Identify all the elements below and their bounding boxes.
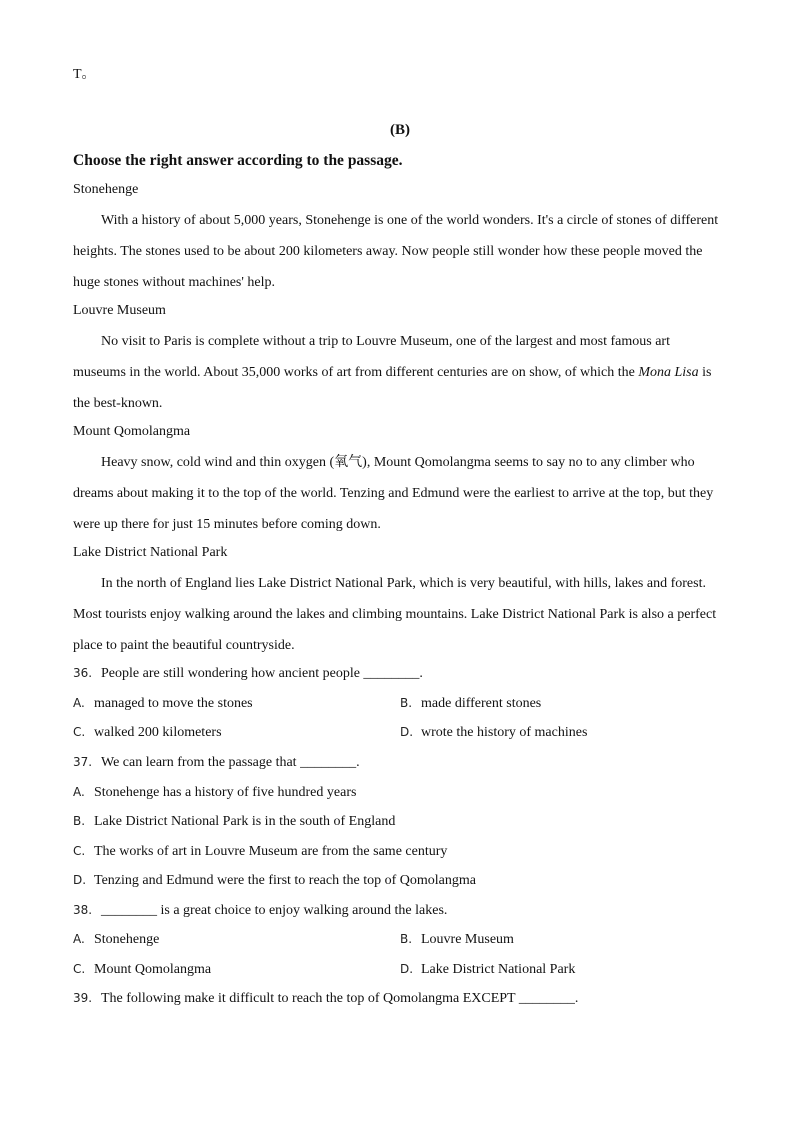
option-text: managed to move the stones xyxy=(94,696,253,711)
passage-title-louvre: Louvre Museum xyxy=(73,303,166,318)
option-text: wrote the history of machines xyxy=(421,725,588,740)
option-label: C. xyxy=(73,962,86,976)
question-text: ________ is a great choice to enjoy walking around the lakes. xyxy=(101,903,448,918)
question-36-option-b[interactable] xyxy=(400,696,541,712)
option-label: A. xyxy=(73,696,85,710)
question-38-option-b[interactable] xyxy=(400,932,514,948)
option-text: Mount Qomolangma xyxy=(94,962,212,977)
question-39-stem xyxy=(73,991,578,1007)
question-37-option-b[interactable] xyxy=(73,814,395,830)
question-number: 37. xyxy=(73,755,93,769)
question-38-option-c[interactable] xyxy=(73,962,211,978)
passage-title-lake-district: Lake District National Park xyxy=(73,545,228,560)
option-text: The works of art in Louvre Museum are from the same century xyxy=(94,844,448,859)
passage-text-qomolangma: Heavy snow, cold wind and thin oxygen (氧气), Mount Qomolangma seems to say no to any climber who dreams about making it to the top of the world. Tenzing and Edmund were the earliest to arrive at the top, but they were up there for just 15 minutes before coming down. xyxy=(73,455,714,532)
question-37-option-a[interactable] xyxy=(73,785,356,801)
passage-title-stonehenge: Stonehenge xyxy=(73,182,139,197)
option-text: made different stones xyxy=(421,696,542,711)
option-label: B. xyxy=(400,696,413,710)
option-label: B. xyxy=(400,932,413,946)
question-36-option-a[interactable] xyxy=(73,696,253,712)
question-36-option-d[interactable] xyxy=(400,725,587,741)
question-37-option-d[interactable] xyxy=(73,873,476,889)
question-38-stem xyxy=(73,903,447,919)
question-37-stem xyxy=(73,755,360,771)
question-number: 39. xyxy=(73,991,93,1005)
question-38-option-d[interactable] xyxy=(400,962,575,978)
option-text: Stonehenge has a history of five hundred years xyxy=(94,785,357,800)
option-label: A. xyxy=(73,785,85,799)
option-label: D. xyxy=(73,873,87,887)
option-label: C. xyxy=(73,725,86,739)
passage-text-stonehenge: With a history of about 5,000 years, Stonehenge is one of the world wonders. It's a circle of stones of different heights. The stones used to be about 200 kilometers away. Now people still wonder how these people moved the huge stones without machines' help. xyxy=(73,213,719,290)
option-text: Louvre Museum xyxy=(421,932,514,947)
section-label: (B) xyxy=(390,122,410,138)
option-label: D. xyxy=(400,725,414,739)
option-text: Lake District National Park is in the south of England xyxy=(94,814,396,829)
top-fragment: T。 xyxy=(73,67,96,82)
passage-text-lake-district: In the north of England lies Lake District National Park, which is very beautiful, with hills, lakes and forest. Most tourists enjoy walking around the lakes and climbing mountains. Lake District National Park is also a perfect place to paint the beautiful countryside. xyxy=(73,576,717,653)
passage-title-qomolangma: Mount Qomolangma xyxy=(73,424,191,439)
question-text: We can learn from the passage that ________. xyxy=(101,755,360,770)
question-37-option-c[interactable] xyxy=(73,844,447,860)
question-text: The following make it difficult to reach the top of Qomolangma EXCEPT ________. xyxy=(101,991,579,1006)
louvre-text-italic: Mona Lisa xyxy=(638,365,699,380)
question-number: 38. xyxy=(73,903,93,917)
louvre-text-part1: No visit to Paris is complete without a trip to Louvre Museum, one of the largest and most famous art museums in the world. About 35,000 works of art from different centuries are on show, of which the xyxy=(73,334,670,380)
option-text: Lake District National Park xyxy=(421,962,576,977)
question-36-stem xyxy=(73,666,423,682)
option-text: Stonehenge xyxy=(94,932,160,947)
option-label: A. xyxy=(73,932,85,946)
question-text: People are still wondering how ancient people ________. xyxy=(101,666,423,681)
question-number: 36. xyxy=(73,666,93,680)
question-36-option-c[interactable] xyxy=(73,725,222,741)
option-label: D. xyxy=(400,962,414,976)
option-text: walked 200 kilometers xyxy=(94,725,222,740)
passage-text-louvre xyxy=(73,326,723,419)
instruction-heading: Choose the right answer according to the passage. xyxy=(73,152,403,169)
option-text: Tenzing and Edmund were the first to reach the top of Qomolangma xyxy=(94,873,476,888)
louvre-text-part2: is the best-known. xyxy=(73,365,712,411)
question-38-option-a[interactable] xyxy=(73,932,159,948)
option-label: C. xyxy=(73,844,86,858)
option-label: B. xyxy=(73,814,86,828)
